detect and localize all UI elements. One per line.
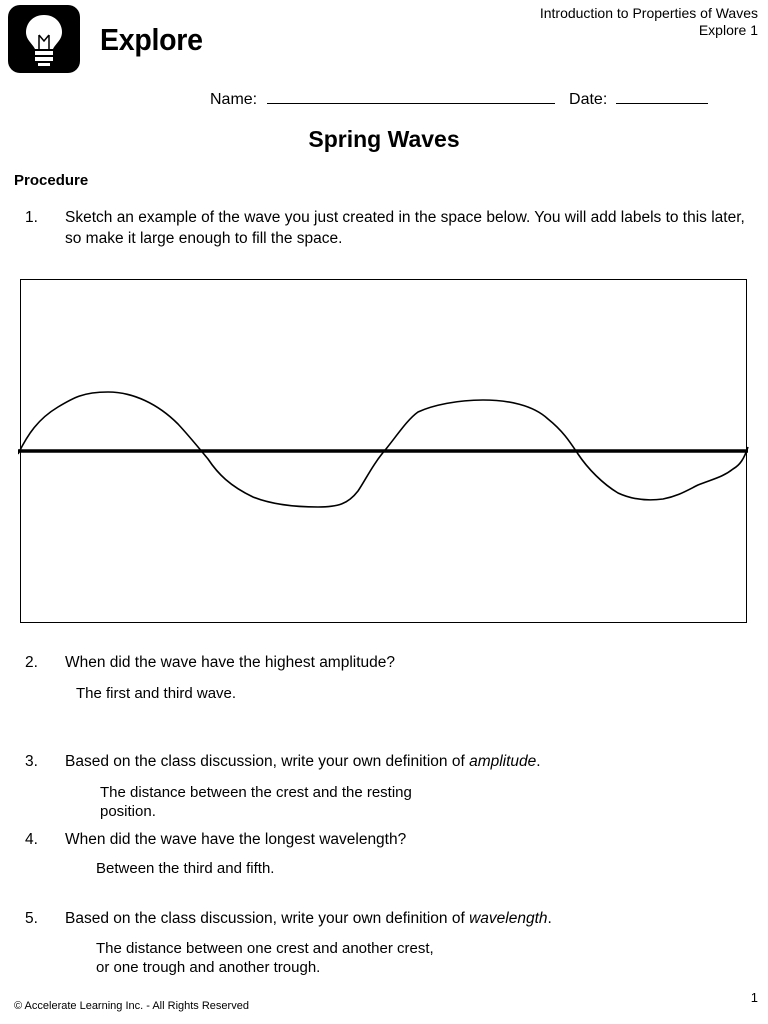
prompt-text-end: . (536, 753, 541, 770)
question-prompt: When did the wave have the longest wavelength? (65, 831, 407, 848)
question-number: 5. (25, 910, 38, 927)
prompt-term: wavelength (469, 910, 548, 927)
answer-line: position. (100, 803, 156, 820)
date-field[interactable] (616, 93, 708, 104)
question-number: 1. (25, 209, 38, 226)
name-date-row (210, 91, 708, 109)
section-heading: Procedure (14, 172, 89, 189)
answer-4: Between the third and fifth. (96, 860, 275, 877)
name-field[interactable] (267, 93, 555, 104)
question-number: 4. (25, 831, 38, 848)
lightbulb-icon (8, 5, 80, 73)
section-label: Explore (100, 22, 203, 57)
question-number: 3. (25, 753, 38, 770)
copyright: © Accelerate Learning Inc. - All Rights Reserved (14, 1000, 249, 1012)
course-title: Introduction to Properties of Waves (539, 5, 758, 21)
answer-2: The first and third wave. (76, 685, 237, 702)
prompt-term: amplitude (469, 753, 537, 770)
date-label: Date: (569, 91, 608, 108)
wave-sketch (18, 279, 750, 625)
prompt-text-end: . (547, 910, 552, 927)
answer-line: The distance between one crest and another crest, (96, 940, 434, 957)
question-prompt: Sketch an example of the wave you just created in the space below. You will add labels to this later, so make it large enough to fill the space. (65, 209, 745, 247)
question-prompt (65, 908, 755, 929)
sketch-area[interactable] (20, 279, 747, 623)
name-label: Name: (210, 91, 258, 108)
answer-line: or one trough and another trough. (96, 959, 321, 976)
page-title: Spring Waves (308, 126, 460, 152)
prompt-text: Based on the class discussion, write your own definition of (65, 753, 470, 770)
question-prompt: When did the wave have the highest amplitude? (65, 654, 396, 671)
prompt-text: Based on the class discussion, write your own definition of (65, 910, 470, 927)
course-subtitle: Explore 1 (698, 22, 758, 38)
answer-line: The distance between the crest and the resting (100, 784, 412, 801)
answer-3 (100, 783, 412, 821)
page-number: 1 (750, 990, 758, 1005)
answer-5 (96, 939, 434, 977)
course-info (540, 5, 758, 39)
question-prompt (65, 751, 755, 772)
question-number: 2. (25, 654, 38, 671)
